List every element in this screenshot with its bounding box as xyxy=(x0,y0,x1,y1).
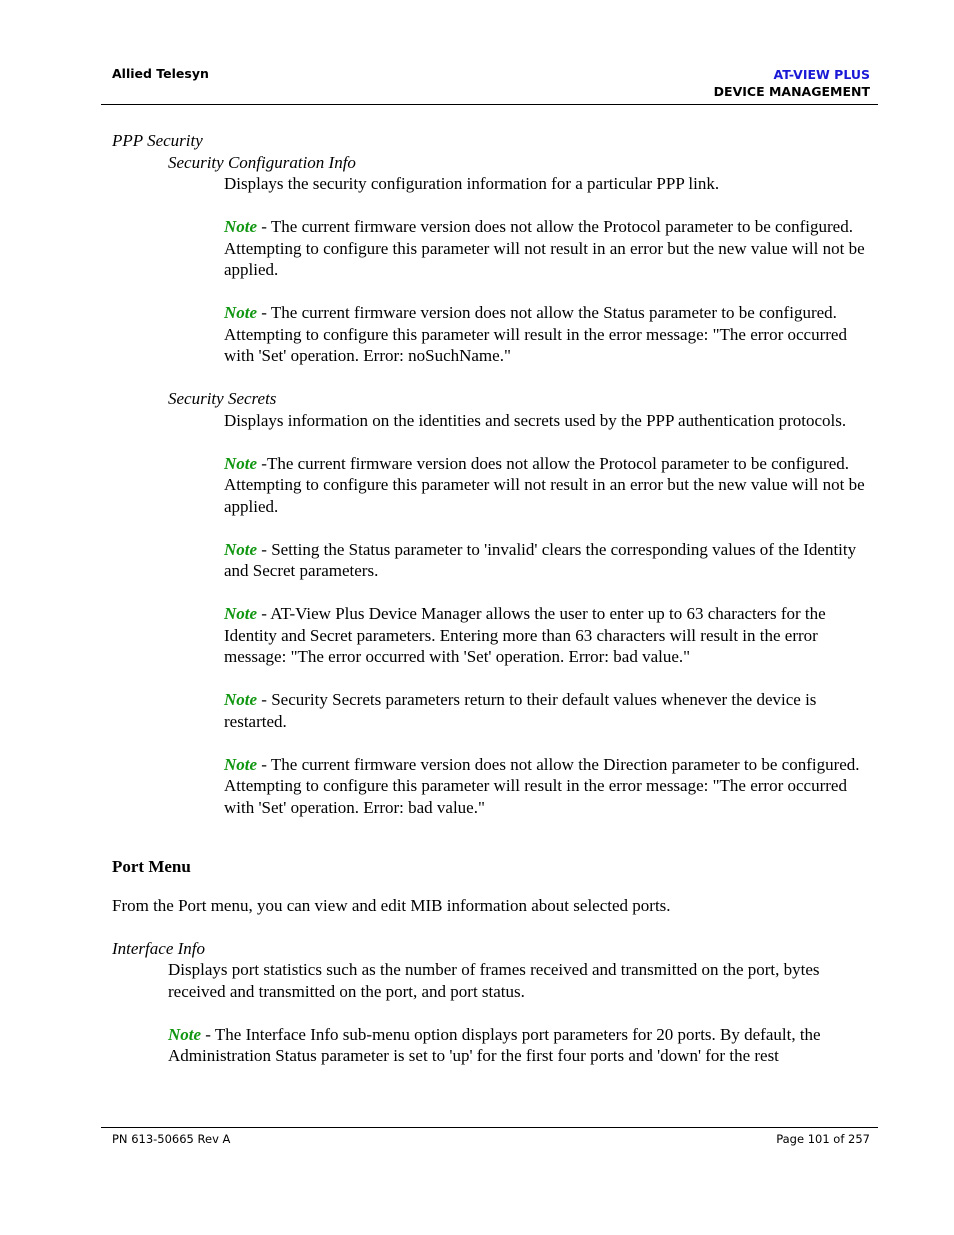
note-paragraph xyxy=(112,539,872,582)
interface-info-heading: Interface Info xyxy=(112,938,205,958)
header-company: Allied Telesyn xyxy=(112,66,209,81)
note-paragraph xyxy=(112,689,872,732)
header-rule xyxy=(101,104,878,105)
security-secrets-desc: Displays information on the identities and secrets used by the PPP authentication protocols. xyxy=(224,410,847,430)
note-label: Note xyxy=(224,539,258,559)
note-label: Note xyxy=(168,1024,202,1044)
port-menu-title: Port Menu xyxy=(112,857,191,876)
port-menu-intro: From the Port menu, you can view and edit MIB information about selected ports. xyxy=(112,895,671,915)
note-text: - The current firmware version does not allow the Status parameter to be configured. Attempting to configure this parameter will result in the error message: "The error occurred with 'Set' operation. Error: noSuchName." xyxy=(224,303,847,365)
note-text: - Setting the Status parameter to 'invalid' clears the corresponding values of the Identity and Secret parameters. xyxy=(224,539,857,580)
note-label: Note xyxy=(224,303,258,322)
header-product: AT-VIEW PLUS xyxy=(773,67,870,82)
note-label: Note xyxy=(224,690,258,709)
interface-info-desc: Displays port statistics such as the number of frames received and transmitted on the port, bytes received and transmitted on the port, and port status. xyxy=(168,960,820,1001)
header-section: DEVICE MANAGEMENT xyxy=(713,84,870,99)
security-secrets-heading: Security Secrets xyxy=(168,389,277,408)
note-label: Note xyxy=(224,754,258,774)
note-text: - The current firmware version does not allow the Protocol parameter to be configured. Attempting to configure this parameter will not result in an error but the new value will not be applied. xyxy=(224,217,865,279)
note-text: - Security Secrets parameters return to their default values whenever the device is restarted. xyxy=(224,690,817,731)
note-text: - AT-View Plus Device Manager allows the user to enter up to 63 characters for the Identity and Secret parameters. Entering more than 63 characters will result in the error message: "The error occurred with 'Set' operation. Error: bad value." xyxy=(224,604,826,666)
note-label: Note xyxy=(224,217,258,236)
note-label: Note xyxy=(224,453,258,473)
page-content xyxy=(112,130,872,1067)
note-paragraph xyxy=(112,216,872,281)
note-label: Note xyxy=(224,604,258,623)
security-config-heading: Security Configuration Info xyxy=(168,152,356,172)
note-paragraph xyxy=(112,754,872,819)
footer-part-number: PN 613-50665 Rev A xyxy=(112,1132,231,1146)
note-paragraph xyxy=(112,1024,872,1067)
note-paragraph xyxy=(112,302,872,367)
security-config-desc: Displays the security configuration information for a particular PPP link. xyxy=(224,174,720,193)
ppp-security-heading: PPP Security xyxy=(112,131,203,150)
note-text: - The Interface Info sub-menu option displays port parameters for 20 ports. By default, the Administration Status parameter is set to 'up' for the first four ports and 'down' for the rest xyxy=(168,1024,821,1065)
footer-rule xyxy=(101,1127,878,1128)
footer-page-number: Page 101 of 257 xyxy=(776,1132,870,1146)
note-paragraph xyxy=(112,453,872,518)
note-text: -The current firmware version does not allow the Protocol parameter to be configured. Attempting to configure this parameter will not result in an error but the new value will not be applied. xyxy=(224,453,865,516)
header-right xyxy=(714,66,870,100)
note-text: - The current firmware version does not allow the Direction parameter to be configured. Attempting to configure this parameter will result in the error message: "The error occurred with 'Set' operation. Error: bad value." xyxy=(224,754,860,817)
note-paragraph xyxy=(112,603,872,668)
